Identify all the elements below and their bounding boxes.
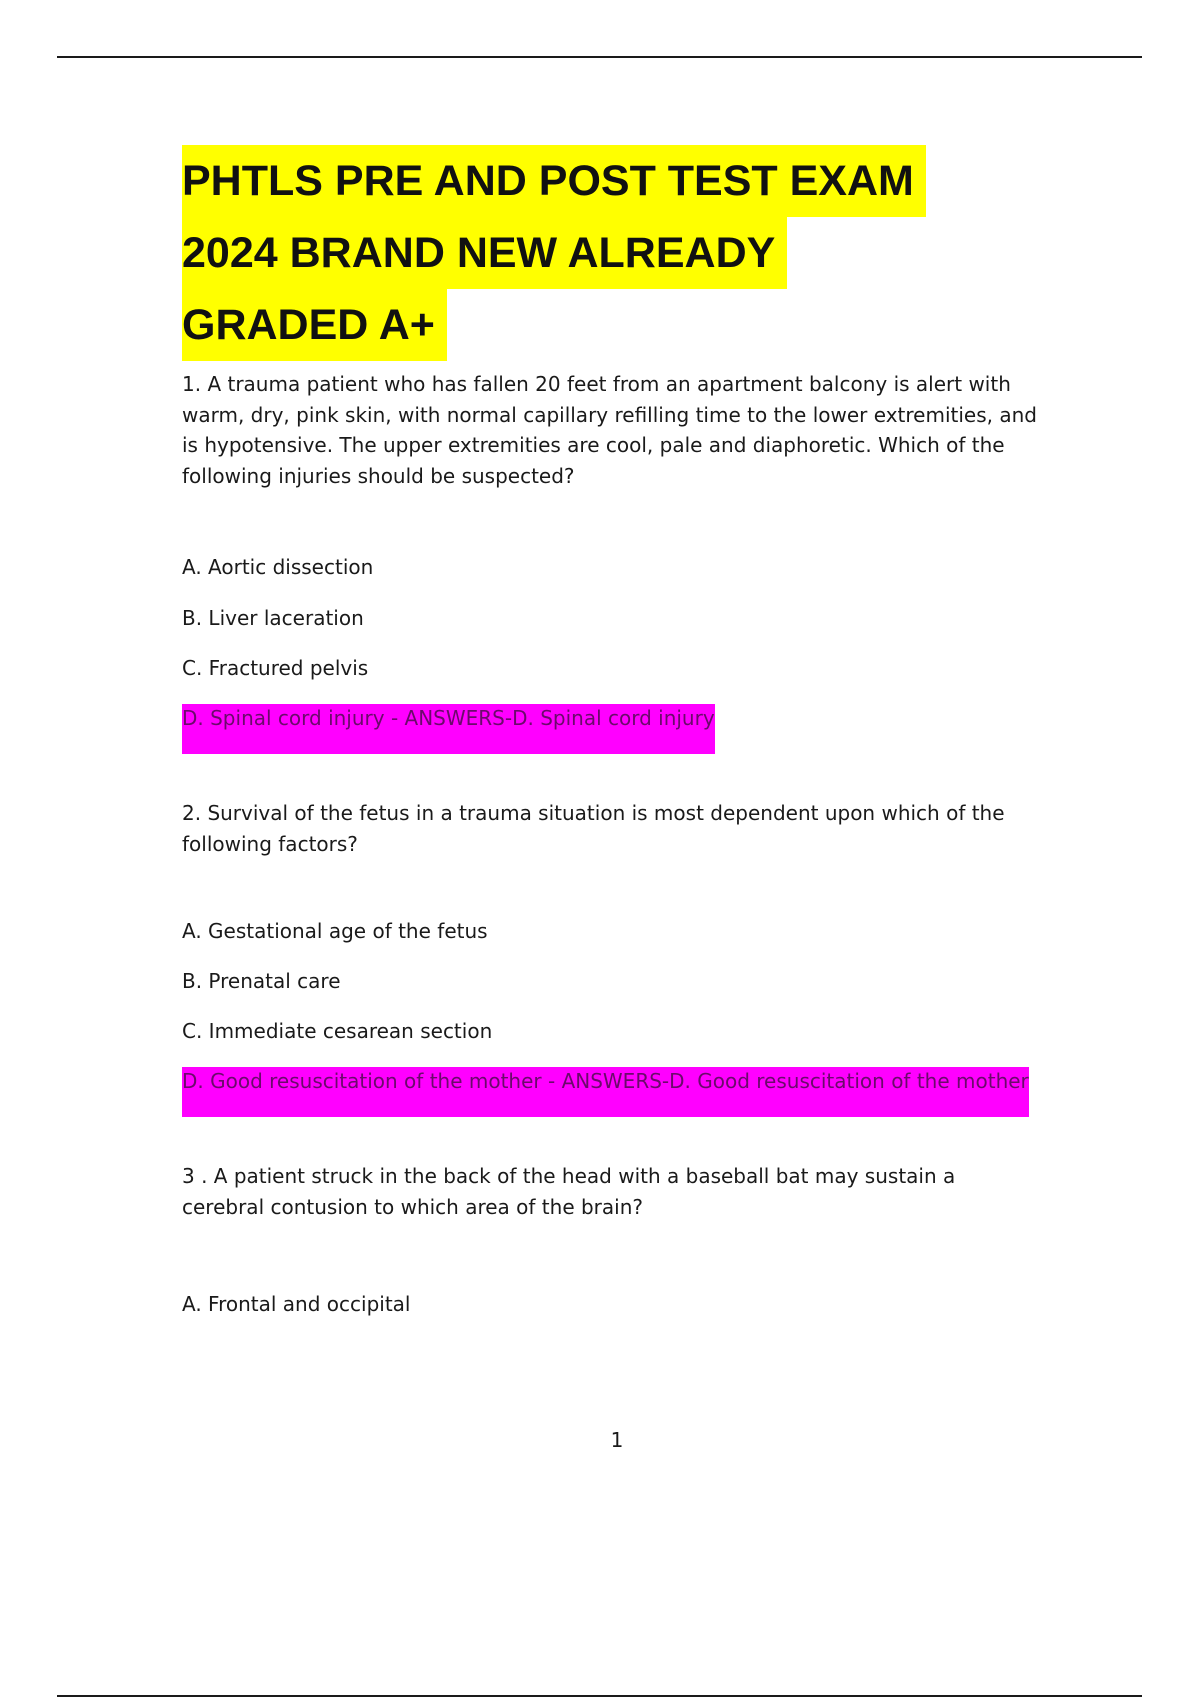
question-1-answer: D. Spinal cord injury - ANSWERS-D. Spinal cord injury (182, 704, 715, 754)
question-1-text: 1. A trauma patient who has fallen 20 feet from an apartment balcony is alert with warm, dry, pink skin, with normal capillary refilling time to the lower extremities, and is hypotensive. The upper extremities are cool, pale and diaphoretic. Which of the following injuries should be suspected? (182, 372, 1037, 488)
page-number: 1 (610, 1428, 624, 1452)
question-1-option-a: A. Aortic dissection (182, 555, 374, 579)
question-2-option-b: B. Prenatal care (182, 969, 341, 993)
question-2 (182, 798, 1037, 1117)
question-1-option-b: B. Liver laceration (182, 606, 364, 630)
question-3-text: 3 . A patient struck in the back of the head with a baseball bat may sustain a cerebral contusion to which area of the brain? (182, 1164, 956, 1219)
page-content (182, 145, 1037, 1318)
title-line-2: 2024 BRAND NEW ALREADY (182, 217, 787, 289)
top-rule (57, 56, 1142, 58)
question-3-option-a: A. Frontal and occipital (182, 1292, 411, 1316)
question-2-answer: D. Good resuscitation of the mother - ANSWERS-D. Good resuscitation of the mother (182, 1067, 1029, 1117)
question-3 (182, 1161, 1037, 1318)
bottom-rule (57, 1695, 1142, 1697)
document-title (182, 145, 1037, 361)
question-2-text: 2. Survival of the fetus in a trauma situation is most dependent upon which of the following factors? (182, 801, 1005, 856)
title-line-3: GRADED A+ (182, 289, 447, 361)
question-1 (182, 369, 1037, 754)
question-1-option-c: C. Fractured pelvis (182, 656, 369, 680)
question-2-option-a: A. Gestational age of the fetus (182, 919, 488, 943)
question-2-option-c: C. Immediate cesarean section (182, 1019, 493, 1043)
title-line-1: PHTLS PRE AND POST TEST EXAM (182, 145, 926, 217)
